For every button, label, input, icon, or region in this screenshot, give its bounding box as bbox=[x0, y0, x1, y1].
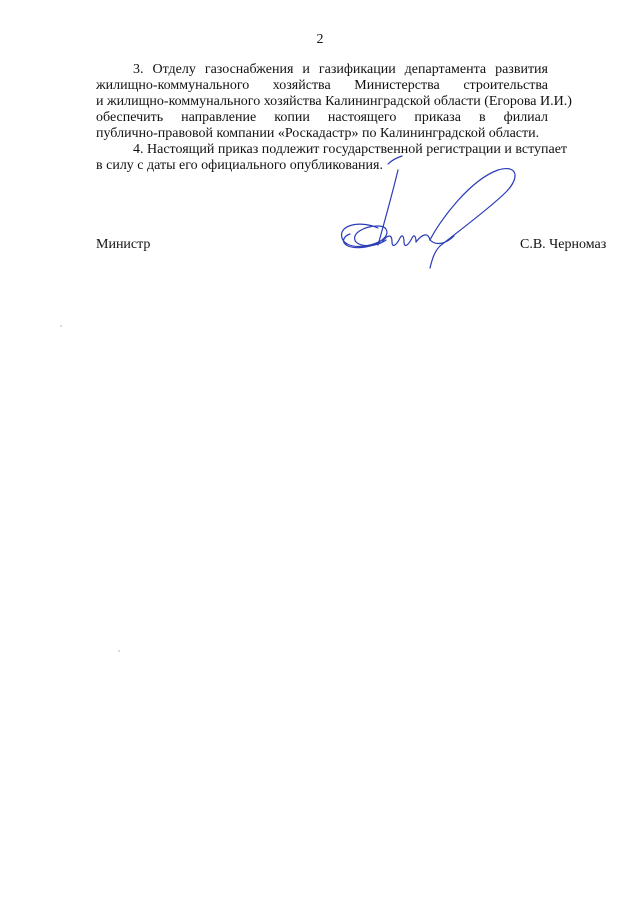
paragraph-3-line: 3. Отделу газоснабжения и газификации департамента развития bbox=[133, 62, 548, 77]
scan-speck bbox=[60, 325, 62, 327]
page-number: 2 bbox=[316, 32, 324, 47]
paragraph-4-line: 4. Настоящий приказ подлежит государственной регистрации и вступает bbox=[133, 142, 568, 157]
paragraph-3-line: обеспечить направление копии настоящего приказа в филиал bbox=[96, 110, 548, 125]
handwritten-signature bbox=[330, 150, 530, 275]
paragraph-3-line: жилищно-коммунального хозяйства Министерства строительства bbox=[96, 78, 548, 93]
paragraph-4-line: в силу с даты его официального опубликования. bbox=[96, 158, 383, 173]
paragraph-3-line: и жилищно-коммунального хозяйства Калининградской области (Егорова И.И.) bbox=[96, 94, 572, 109]
signatory-title: Министр bbox=[96, 237, 151, 252]
paragraph-3-line: публично-правовой компании «Роскадастр» по Калининградской области. bbox=[96, 126, 540, 141]
signatory-name: С.В. Черномаз bbox=[520, 237, 607, 252]
paragraph-3 bbox=[96, 62, 572, 142]
scan-speck bbox=[118, 650, 120, 652]
